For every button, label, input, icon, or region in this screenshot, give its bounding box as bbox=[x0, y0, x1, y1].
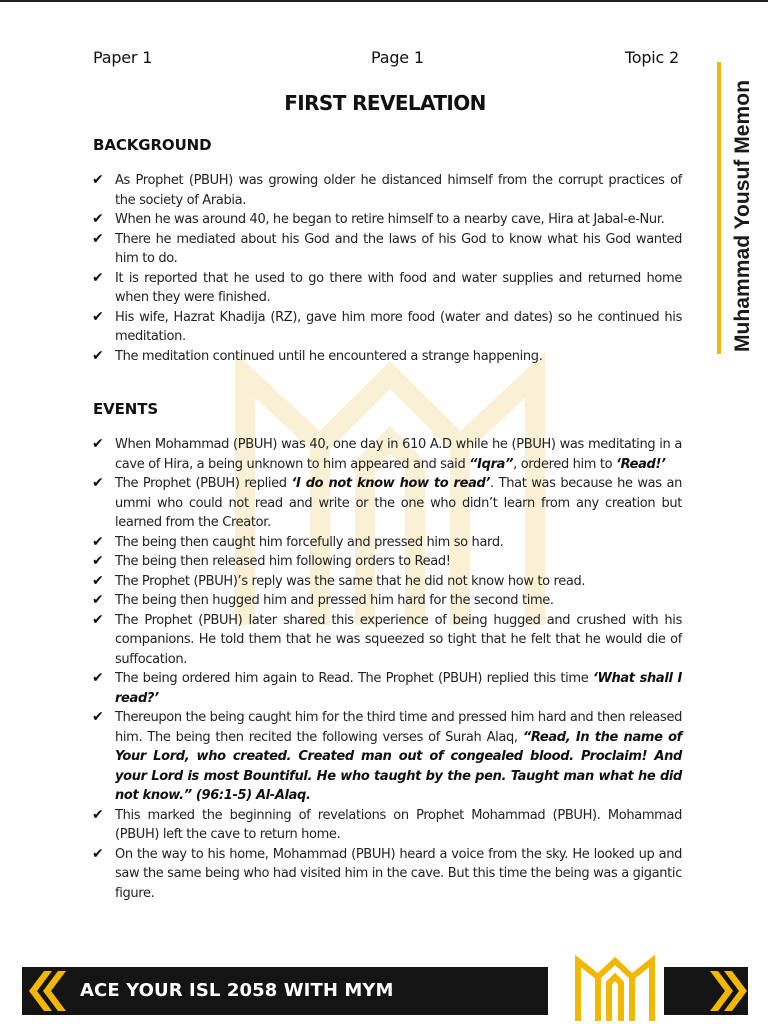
check-mark-icon: ✔ bbox=[92, 436, 104, 452]
event-item bbox=[92, 611, 682, 670]
check-mark-icon: ✔ bbox=[92, 230, 104, 247]
event-item bbox=[92, 708, 682, 806]
background-item bbox=[92, 308, 682, 347]
event-item-text: The Prophet (PBUH)’s reply was the same that he did not know how to read. bbox=[115, 573, 586, 589]
event-item-text: The being then hugged him and pressed him hard for the second time. bbox=[115, 593, 554, 608]
mym-logo-icon bbox=[572, 955, 658, 1023]
check-mark-icon: ✔ bbox=[92, 845, 104, 862]
event-item-text: On the way to his home, Mohammad (PBUH) heard a voice from the sky. He looked up and saw the same being who had visited him in the cave. But this time the being was a gigantic figure. bbox=[115, 846, 682, 901]
check-mark-icon: ✔ bbox=[92, 475, 104, 491]
header-topic: Topic 2 bbox=[624, 48, 679, 67]
check-mark-icon: ✔ bbox=[92, 592, 104, 608]
event-item-text: The being then caught him forcefully and pressed him so hard. bbox=[115, 534, 504, 550]
event-item-text: The Prophet (PBUH) replied bbox=[115, 476, 292, 491]
events-list bbox=[92, 435, 682, 903]
background-item-text: When he was around 40, he began to retire himself to a nearby cave, Hira at Jabal-e-Nur. bbox=[115, 212, 665, 227]
background-item bbox=[92, 269, 682, 308]
check-mark-icon: ✔ bbox=[92, 709, 104, 725]
check-mark-icon: ✔ bbox=[92, 670, 104, 686]
event-item-text: Thereupon the being caught him for the third time and pressed him hard and then released him. The being then recited the following verses of Surah Alaq, bbox=[115, 710, 682, 745]
header-paper: Paper 1 bbox=[93, 48, 153, 67]
check-mark-icon: ✔ bbox=[92, 269, 104, 286]
event-item bbox=[92, 474, 682, 533]
background-list bbox=[92, 171, 682, 366]
check-mark-icon: ✔ bbox=[92, 211, 104, 227]
event-item bbox=[92, 806, 682, 845]
footer-right-banner bbox=[664, 967, 748, 1015]
check-mark-icon: ✔ bbox=[92, 553, 104, 569]
background-item-text: As Prophet (PBUH) was growing older he distanced himself from the corrupt practices of the society of Arabia. bbox=[115, 173, 682, 208]
top-rule bbox=[0, 0, 768, 2]
section-heading-events: EVENTS bbox=[93, 400, 159, 418]
check-mark-icon: ✔ bbox=[92, 347, 104, 364]
side-author-text: Muhammad Yousuf Memon bbox=[731, 80, 754, 352]
background-item-text: There he mediated about his God and the laws of his God to know what his God wanted him to do. bbox=[115, 231, 682, 266]
header-page: Page 1 bbox=[371, 48, 424, 67]
check-mark-icon: ✔ bbox=[92, 172, 104, 188]
event-item bbox=[92, 552, 682, 572]
check-mark-icon: ✔ bbox=[92, 533, 104, 550]
event-item-emphasis: “Read, In the name of Your Lord, who created. Created man out of congealed blood. Proclaim! And your Lord is most Bountiful. He who taught by the pen. Taught man what he did not know.” (96:1-5) Al-Alaq. bbox=[115, 729, 682, 803]
event-item-text: The Prophet (PBUH) later shared this experience of being hugged and crushed with his companions. He told them that he was squeezed so tight that he felt that he would die of suffocation. bbox=[115, 612, 682, 667]
event-item-text: This marked the beginning of revelations on Prophet Mohammad (PBUH). Mohammad (PBUH) left the cave to return home. bbox=[115, 807, 682, 842]
event-item-emphasis: ‘What shall I read?’ bbox=[115, 671, 682, 706]
background-item-text: It is reported that he used to go there with food and water supplies and returned home when they were finished. bbox=[115, 270, 682, 305]
background-item bbox=[92, 230, 682, 269]
event-item-text: . That was because he was an ummi who could not read and write or the one who didn’t learn from any creation but learned from the Creator. bbox=[115, 476, 683, 530]
background-item-text: His wife, Hazrat Khadija (RZ), gave him more food (water and dates) so he continued his meditation. bbox=[115, 309, 682, 344]
side-author-label bbox=[720, 76, 764, 352]
event-item-text: , ordered him to bbox=[513, 456, 617, 472]
background-item bbox=[92, 171, 682, 210]
section-heading-background: BACKGROUND bbox=[93, 136, 212, 154]
event-item-emphasis: ‘Read!’ bbox=[616, 456, 666, 472]
background-item-text: The meditation continued until he encountered a strange happening. bbox=[115, 348, 543, 364]
background-item bbox=[92, 210, 682, 230]
event-item-text: When Mohammad (PBUH) was 40, one day in 610 A.D while he (PBUH) was meditating in a cave of Hira, a being unknown to him appeared and said bbox=[115, 437, 682, 472]
event-item-emphasis: “Iqra” bbox=[469, 456, 514, 472]
check-mark-icon: ✔ bbox=[92, 308, 104, 325]
event-item-text: The being then released him following orders to Read! bbox=[115, 554, 451, 569]
check-mark-icon: ✔ bbox=[92, 572, 104, 589]
check-mark-icon: ✔ bbox=[92, 611, 104, 628]
background-item bbox=[92, 347, 682, 367]
event-item bbox=[92, 435, 682, 474]
event-item bbox=[92, 591, 682, 611]
event-item-emphasis: ‘I do not know how to read’ bbox=[291, 476, 491, 491]
event-item bbox=[92, 669, 682, 708]
check-mark-icon: ✔ bbox=[92, 806, 104, 823]
footer-text: ACE YOUR ISL 2058 WITH MYM bbox=[80, 980, 394, 1001]
event-item bbox=[92, 845, 682, 904]
event-item bbox=[92, 533, 682, 553]
event-item bbox=[92, 572, 682, 592]
event-item-text: The being ordered him again to Read. The Prophet (PBUH) replied this time bbox=[115, 671, 593, 686]
page-title: FIRST REVELATION bbox=[284, 91, 486, 115]
